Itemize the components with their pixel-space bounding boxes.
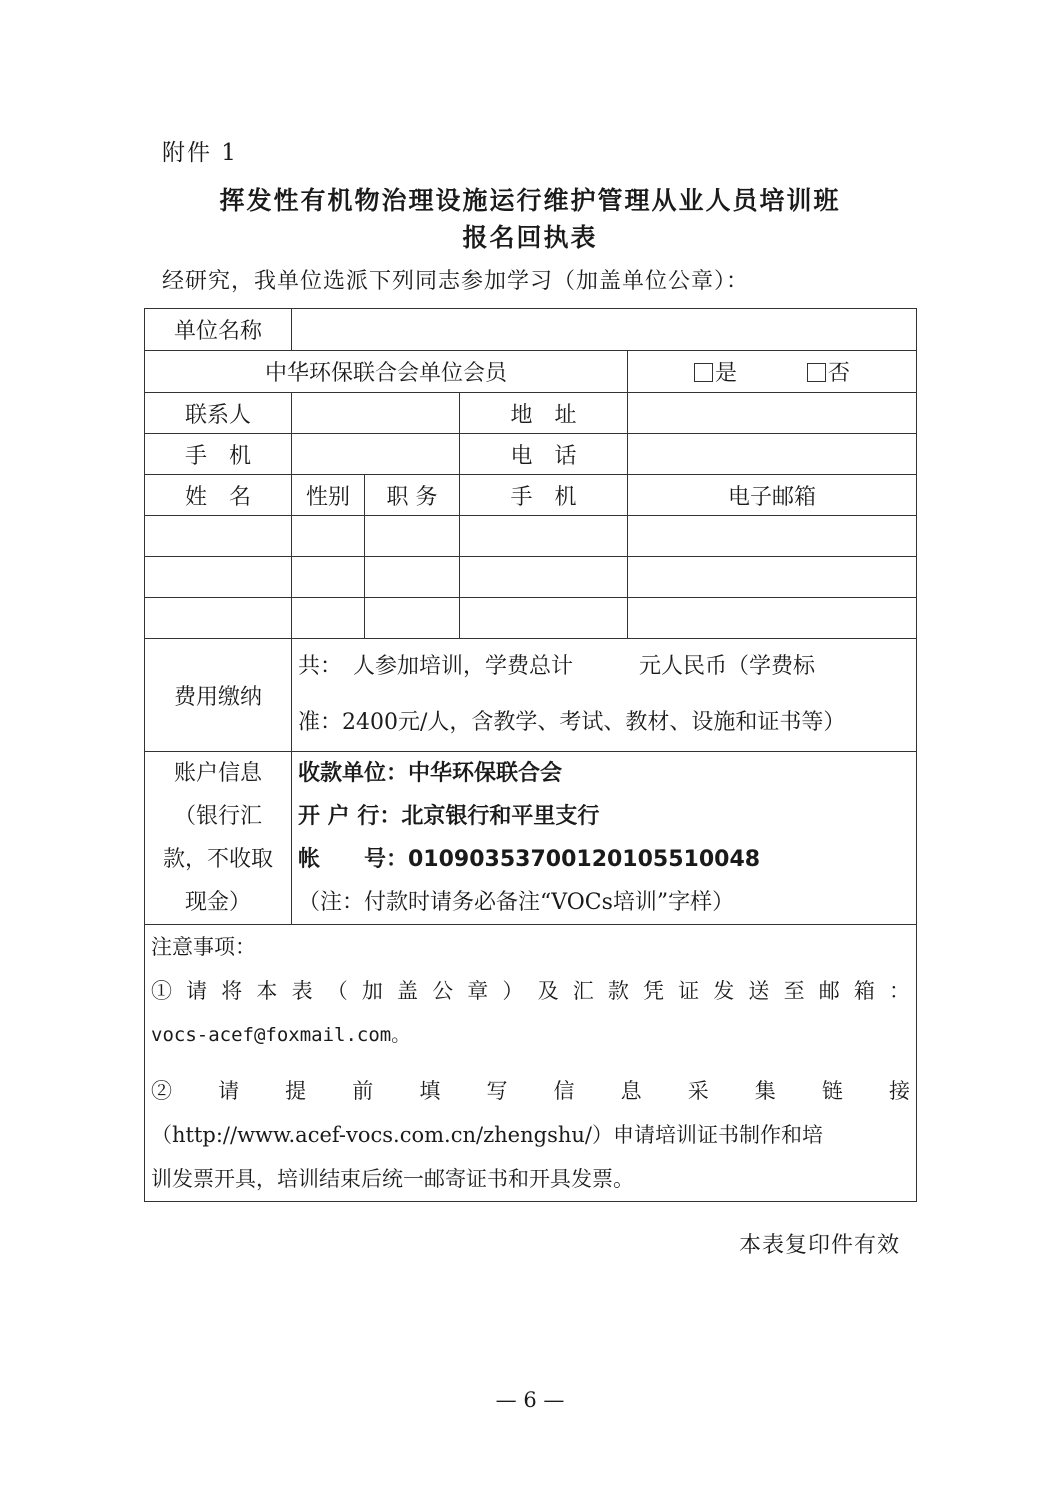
contact-field[interactable] <box>292 393 460 434</box>
account-label-line: 现金） <box>184 890 251 915</box>
attendee-position-cell[interactable] <box>365 557 460 598</box>
col-gender: 性别 <box>292 475 365 516</box>
fee-line-1: 共： 人参加培训，学费总计 元人民币（学费标 <box>298 654 816 679</box>
note-1-line-1: ① 请 将 本 表 （ 加 盖 公 章 ） 及 汇 款 凭 证 发 送 至 邮 箱 ： <box>151 979 910 1003</box>
attendee-row <box>145 516 917 557</box>
address-field[interactable] <box>628 393 917 434</box>
row-contact <box>145 393 917 434</box>
fee-label: 费用缴纳 <box>145 639 292 752</box>
attendee-gender-cell[interactable] <box>292 557 365 598</box>
yes-checkbox[interactable] <box>694 363 713 382</box>
note-2-line-3: 训发票开具，培训结束后统一邮寄证书和开具发票。 <box>151 1167 634 1191</box>
document-title: 挥发性有机物治理设施运行维护管理从业人员培训班 <box>219 186 841 215</box>
row-mobile <box>145 434 917 475</box>
payee: 收款单位：中华环保联合会 <box>298 761 563 786</box>
account-info <box>292 752 917 925</box>
intro-text: 经研究，我单位选派下列同志参加学习（加盖单位公章）： <box>162 269 750 294</box>
col-position: 职 务 <box>365 475 460 516</box>
member-label: 中华环保联合会单位会员 <box>145 351 628 393</box>
fee-description <box>292 639 917 752</box>
attendee-name-cell[interactable] <box>145 557 292 598</box>
row-notes <box>145 925 917 1202</box>
attachment-label: 附件 1 <box>162 140 238 166</box>
attendee-row <box>145 598 917 639</box>
fee-line-2: 准：2400元/人，含教学、考试、教材、设施和证书等） <box>298 710 846 735</box>
phone-label: 电 话 <box>460 434 628 475</box>
account-label-line: 账户信息 <box>173 761 262 786</box>
notes-cell <box>145 925 917 1202</box>
account-number: 帐 号：01090353700120105510048 <box>298 847 761 872</box>
notes-title: 注意事项： <box>151 935 256 959</box>
mobile-label: 手 机 <box>145 434 292 475</box>
attendee-name-cell[interactable] <box>145 516 292 557</box>
attendee-mobile-cell[interactable] <box>460 516 628 557</box>
document-subtitle: 报名回执表 <box>462 223 598 252</box>
attendee-row <box>145 557 917 598</box>
copy-valid-note: 本表复印件有效 <box>738 1233 900 1258</box>
yes-label: 是 <box>714 361 737 386</box>
attendee-mobile-cell[interactable] <box>460 557 628 598</box>
attendee-name-cell[interactable] <box>145 598 292 639</box>
col-mobile: 手 机 <box>460 475 628 516</box>
account-label-line: 款，不收取 <box>162 847 273 872</box>
row-account <box>145 752 917 925</box>
unit-name-field[interactable] <box>292 309 917 351</box>
bank: 开 户 行：北京银行和平里支行 <box>298 804 600 829</box>
member-options <box>628 351 917 393</box>
note-2-url: （http://www.acef-vocs.com.cn/zhengshu/）申请培训证书制作和培 <box>151 1123 823 1147</box>
account-note: （注：付款时请务必备注“VOCs培训”字样） <box>298 890 735 915</box>
phone-field[interactable] <box>628 434 917 475</box>
attendee-mobile-cell[interactable] <box>460 598 628 639</box>
account-label-line: （银行汇 <box>173 804 262 829</box>
note-1-email: vocs-acef@foxmail.com。 <box>151 1024 411 1046</box>
contact-label: 联系人 <box>145 393 292 434</box>
row-fee <box>145 639 917 752</box>
mobile-field[interactable] <box>292 434 460 475</box>
col-email: 电子邮箱 <box>628 475 917 516</box>
col-name: 姓 名 <box>145 475 292 516</box>
unit-name-label: 单位名称 <box>145 309 292 351</box>
attendee-email-cell[interactable] <box>628 557 917 598</box>
no-label: 否 <box>828 361 851 386</box>
attendee-position-cell[interactable] <box>365 598 460 639</box>
attendee-email-cell[interactable] <box>628 516 917 557</box>
attendee-header-row <box>145 475 917 516</box>
attendee-email-cell[interactable] <box>628 598 917 639</box>
address-label: 地 址 <box>460 393 628 434</box>
attendee-gender-cell[interactable] <box>292 516 365 557</box>
note-2-line-1: ② 请 提 前 填 写 信 息 采 集 链 接 <box>151 1079 910 1103</box>
attendee-gender-cell[interactable] <box>292 598 365 639</box>
registration-form-table <box>144 308 917 1202</box>
account-label <box>145 752 292 925</box>
page-number: — 6 — <box>495 1388 565 1412</box>
attendee-position-cell[interactable] <box>365 516 460 557</box>
no-checkbox[interactable] <box>807 363 826 382</box>
row-unit-name <box>145 309 917 351</box>
row-member <box>145 351 917 393</box>
